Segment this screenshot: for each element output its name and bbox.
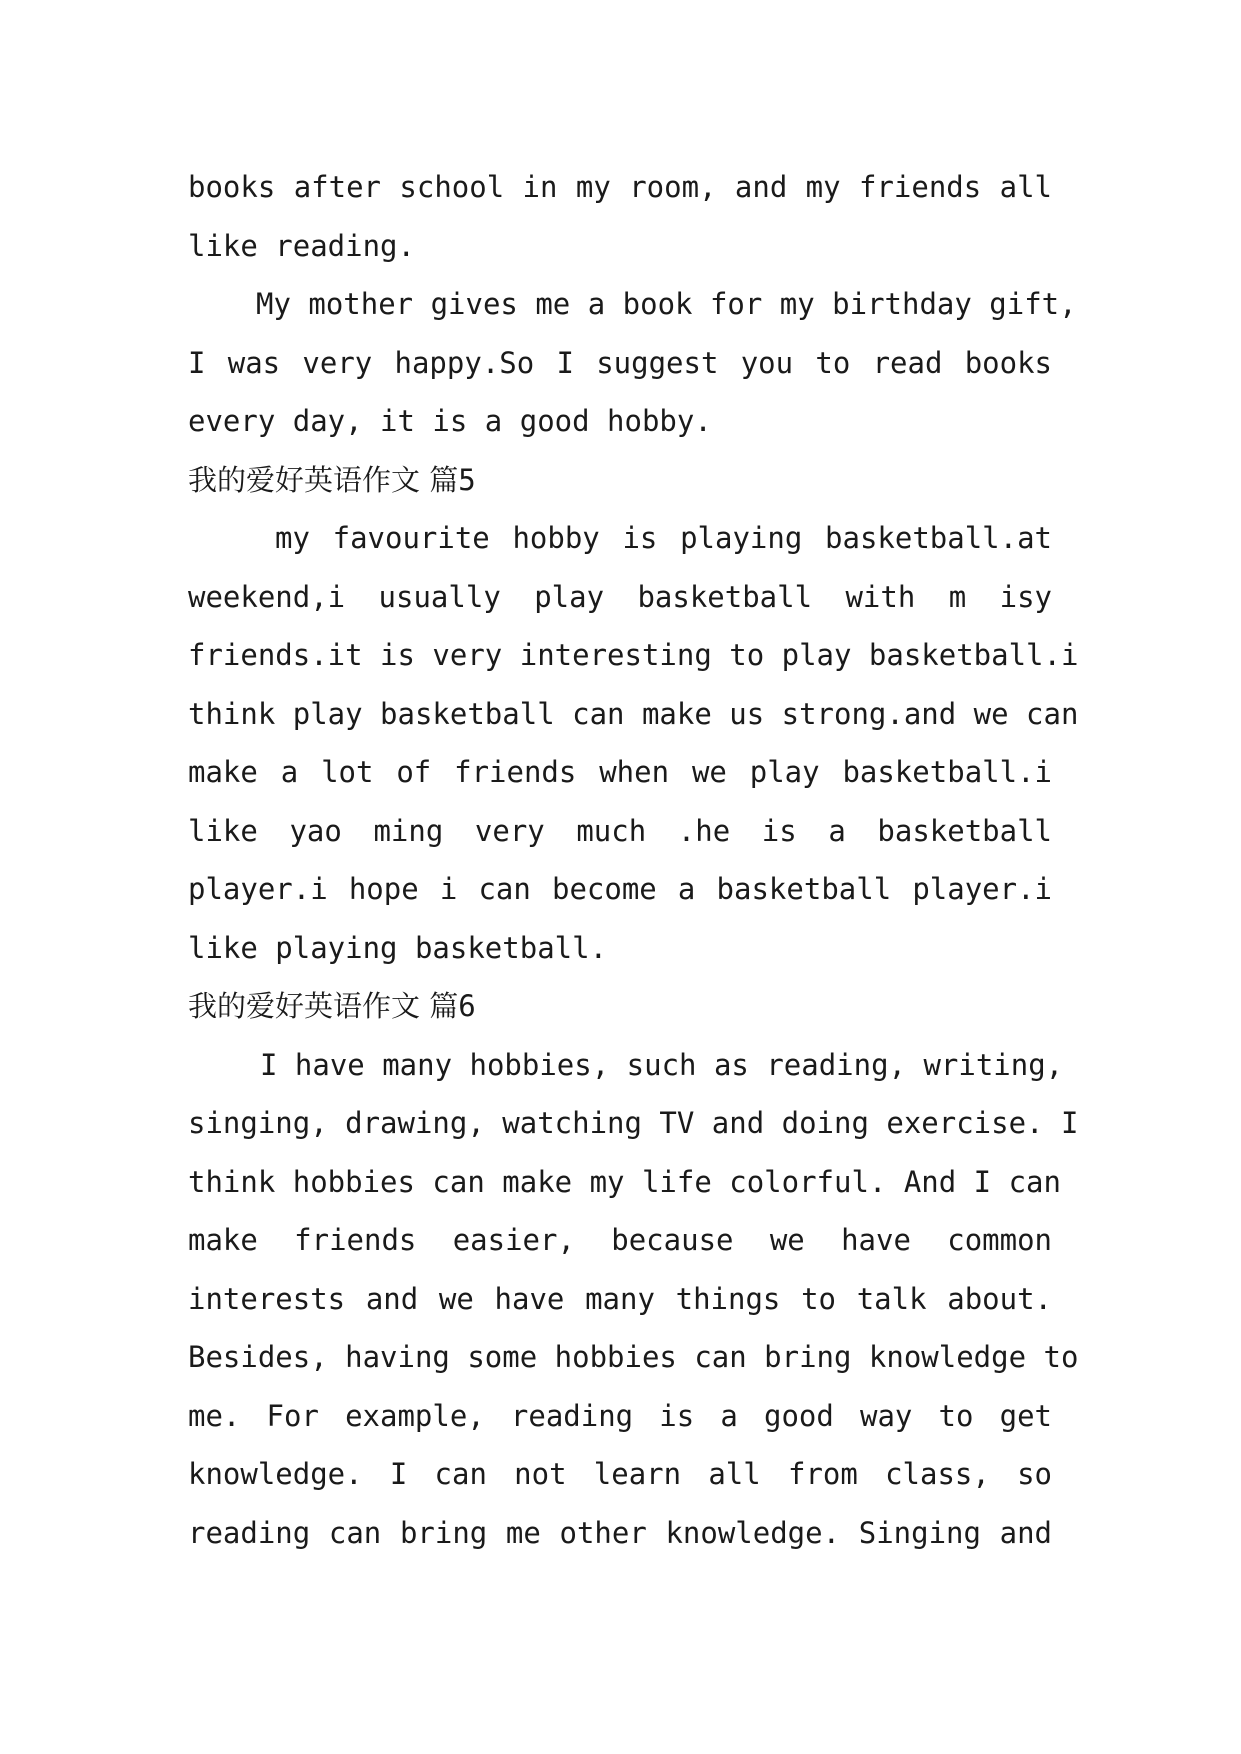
text-line: like reading. xyxy=(188,228,415,263)
text-line: I was very happy.So I suggest you to read books xyxy=(188,345,1052,380)
text-line: think play basketball can make us strong.and we can xyxy=(188,696,1079,731)
text-line: every day, it is a good hobby. xyxy=(188,404,712,438)
text-line: make a lot of friends when we play basketball.i xyxy=(188,755,1052,789)
text-line: weekend,i usually play basketball with m isy xyxy=(188,579,1052,614)
text-line: my favourite hobby is playing basketball.at xyxy=(275,521,1052,555)
text-line: books after school in my room, and my friends all xyxy=(188,170,1052,204)
section-heading-text: 我的爱好英语作文 篇 xyxy=(188,462,459,497)
text-line: player.i hope i can become a basketball player.i xyxy=(188,872,1052,906)
section-number: 5 xyxy=(458,462,476,497)
text-line: like playing basketball. xyxy=(188,930,608,965)
section-6-body xyxy=(188,1036,1079,1563)
text-line: knowledge. I can not learn all from class, so xyxy=(188,1457,1052,1491)
document-page xyxy=(188,158,1079,1562)
text-line: like yao ming very much .he is a basketball xyxy=(188,813,1052,848)
section-5-body xyxy=(188,509,1079,977)
section-5-heading xyxy=(188,451,1052,510)
text-line: interests and we have many things to talk about. xyxy=(188,1281,1052,1316)
section-heading-text: 我的爱好英语作文 篇 xyxy=(188,989,459,1023)
text-line: I have many hobbies, such as reading, writing, xyxy=(260,1047,1064,1082)
text-line: friends.it is very interesting to play basketball.i xyxy=(188,638,1079,672)
text-line: My mother gives me a book for my birthday gift, xyxy=(256,287,1077,321)
text-line: reading can bring me other knowledge. Singing and xyxy=(188,1515,1052,1550)
text-line: singing, drawing, watching TV and doing exercise. I xyxy=(188,1106,1079,1140)
text-line: me. For example, reading is a good way to get xyxy=(188,1398,1052,1433)
section-number: 6 xyxy=(458,989,476,1023)
paragraph-mother-gift xyxy=(188,275,1077,451)
paragraph-continuation xyxy=(188,158,1052,275)
text-line: think hobbies can make my life colorful. And I can xyxy=(188,1164,1061,1199)
text-line: Besides, having some hobbies can bring knowledge to xyxy=(188,1340,1079,1374)
text-line: make friends easier, because we have common xyxy=(188,1223,1052,1257)
section-6-heading xyxy=(188,977,1052,1036)
